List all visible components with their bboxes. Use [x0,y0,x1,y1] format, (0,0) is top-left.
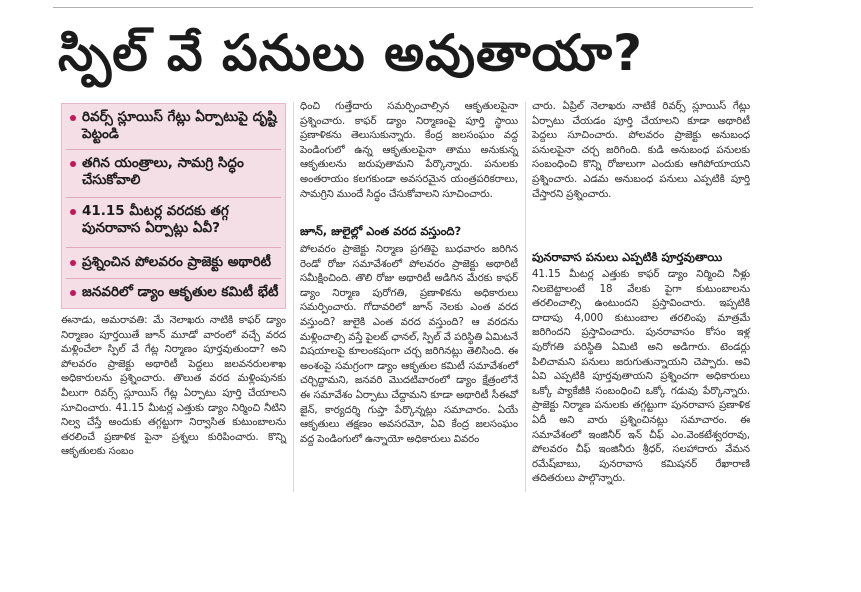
highlight-item [70,155,279,189]
highlight-text: 41.15 మీటర్ల వరదకు తగ్గ పునరావాస ఏర్పాట్లు ఏవీ? [82,203,229,236]
divider [66,197,281,198]
bullet-icon [70,260,76,266]
highlight-text: తగిన యంత్రాలు, సామగ్రి సిద్ధం చేసుకోవాలి [82,155,244,188]
article-column-3-bottom: 41.15 మీటర్ల ఎత్తుకు కాఫర్ డ్యాం నిర్మించి నీళ్లు నిలబెట్టాలంటే 18 వేలకు పైగా కుటుంబాలను తరలించాల్సి ఉంటుందని ప్రస్తావించారు. ఇప్పటికి దాదాపు 4,000 కుటుంబాల తరలింపు మాత్రమే జరిగిందని ప్రస్తావించారు. పునరావాసం కోసం ఇళ్ల పురోగతి పరిస్థితి ఏమిటి అని అడిగారు. టెండర్లు పిలిచామని పనులు జరుగుతున్నాయని చెప్పారు. అవి ఏవి ఎప్పటికి పూర్తవుతాయని ప్రశ్నించగా అధికారులు ఒక్కో ప్యాకేజీకి సంబంధించి ఒక్కో గడువు పేర్కొన్నారు. ప్రాజెక్టు నిర్మాణ పనులకు తగ్గట్టుగా పునరావాస ప్రణాళిక ఏదీ అని వారు ప్రశ్నించినట్లు సమాచారం. ఈ సమావేశంలో ఇంజినీర్ ఇన్ చీఫ్ ఎం.వెంకటేశ్వరరావు, పోలవరం చీఫ్ ఇంజినీరు శ్రీధర్, సలహాదారు వేమన రమేష్‌బాబు, పునరావాస కమిషనర్ రేఖారాణి తదితరులు పాల్గొన్నారు. [532,269,750,485]
highlights-box [61,103,286,309]
bullet-icon [70,161,76,167]
highlight-item [70,284,279,301]
highlight-item [70,254,279,271]
bullet-icon [70,115,76,121]
top-rule [53,7,753,8]
headline: స్పిల్ వే పనులు అవుతాయా? [58,24,644,82]
article-column-2-top: ధించి గుత్తేదారు సమర్పించాల్సిన ఆకృతులపైనా ప్రశ్నించారు. కాఫర్ డ్యాం నిర్మాణంపై పూర్తి స్థాయి ప్రణాళికను తెలుసుకున్నారు. కేంద్ర జలసంఘం వద్ద పెండింగులో ఉన్న ఆకృతులపైనా తాము అనుకున్న ఆకృతులను జరుపుతామని పేర్కొన్నారు. పనులకు అంతరాయం కలగకుండా అవసరమైన యంత్రపరికరాలు, సామగ్రిని ముందే సిద్ధం చేసుకోవాలని సూచించారు. [300,101,518,200]
article-column-2-bottom: పోలవరం ప్రాజెక్టు నిర్మాణ ప్రగతిపై బుధవారం జరిగిన రెండో రోజు సమావేశంలో పోలవరం ప్రాజెక్టు అథారిటీ సమీక్షించింది. తొలి రోజు అథారిటీ అడిగిన మేరకు కాఫర్ డ్యాం నిర్మాణ పురోగతి, ప్రణాళికను అధికారులు సమర్పించారు. గోదావరిలో జూన్ నెలకు ఎంత వరద వస్తుంది? జులైకి ఎంత వరద వస్తుంది? ఆ వరదను మళ్లించాల్సి వస్తే పైలట్ ఛానల్, స్పిల్ వే పరిస్థితి ఏమిటనే విషయాలపై కూలంకషంగా చర్చ జరిగినట్లు తెలిసింది. ఈ అంశంపై సమగ్రంగా డ్యాం ఆకృతుల కమిటీ సమావేశంలో చర్చిద్దామని, జనవరి మొదటివారంలో డ్యాం క్షేత్రంలోనే ఈ సమావేశం ఏర్పాటు చేద్దామని కూడా అథారిటీ సీఈవో జైన్, కార్యదర్శి గుప్తా పేర్కొన్నట్లు సమాచారం. ఏయే ఆకృతులు తక్షణం అవసరమో, ఏవి కేంద్ర జలసంఘం వద్ద పెండింగులో ఉన్నాయో అధికారులు వివరం [300,244,518,445]
article-column-1: ఈనాడు, అమరావతి: మే నెలాఖరు నాటికి కాఫర్ డ్యాం నిర్మాణం పూర్తయితే జూన్ మూడో వారంలో వచ్చే వరద మళ్లించేలా స్పిల్ వే గేట్ల నిర్మాణం పూర్తవుతుందా? అని పోలవరం ప్రాజెక్టు అథారిటీ పెద్దలు జలవనరులశాఖ అధికారులను ప్రశ్నించారు. తొలుత వరద మళ్లింపునకు వీలుగా రివర్స్ స్లూయిస్ గేట్ల ఏర్పాటు పూర్తి చేయాలని సూచించారు. 41.15 మీటర్ల ఎత్తుకు డ్యాం నిర్మించి నీటిని నిల్వ చేస్తే అందుకు తగ్గట్టుగా నిర్వాసిత కుటుంబాలను తరలించే ప్రణాళిక పైనా ప్రశ్నలు కురిపించారు. కొన్ని ఆకృతులకు సంబం [61,315,286,458]
column-divider [525,102,526,492]
bullet-icon [70,290,76,296]
highlight-item [70,109,279,143]
highlight-text: రివర్స్ స్లూయిస్ గేట్లు ఏర్పాటుపై దృష్టి పెట్టండి [82,109,277,142]
highlight-text: జనవరిలో డ్యాం ఆకృతుల కమిటీ భేటీ [82,284,279,300]
highlight-item [70,203,279,237]
article-column-3-top: చారు. ఏప్రిల్ నెలాఖరు నాటికే రివర్స్ స్లూయిస్ గేట్లు ఏర్పాటు చేయడం పూర్తి చేయాలని కూడా అథారిటీ పెద్దలు సూచించారు. పోలవరం ప్రాజెక్టు అనుబంధ పనులపైనా చర్చ జరిగింది. కుడి అనుబంధ పనులకు సంబంధించి కొన్ని రోజులుగా ఎందుకు ఆగిపోయాయని ప్రశ్నించారు. ఎడమ అనుబంధ పనులు ఎప్పటికి పూర్తి చేస్తారని ప్రశ్నించారు. [532,101,750,200]
column-divider [293,102,294,492]
subheading-flood: జూన్, జులైల్లో ఎంత వరద వస్తుంది? [300,224,462,238]
divider [66,149,281,150]
subheading-rehabilitation: పునరావాస పనులు ఎప్పటికి పూర్తవుతాయి [532,250,723,264]
divider [66,247,281,248]
bullet-icon [70,209,76,215]
divider [66,278,281,279]
highlight-text: ప్రశ్నించిన పోలవరం ప్రాజెక్టు అథారిటీ [82,254,271,270]
